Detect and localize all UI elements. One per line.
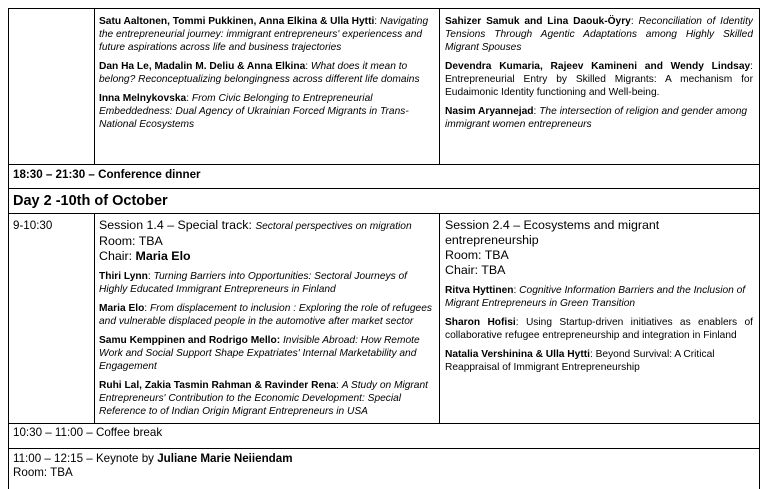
keynote-speaker: Juliane Marie Neiiendam [157, 452, 293, 465]
paper-entry: Thiri Lynn: Turning Barriers into Opportunities: Sectoral Journeys of Highly Educated Immigrant Entrepreneurs in Finland [99, 271, 408, 295]
paper-authors: Satu Aaltonen, Tommi Pukkinen, Anna Elkina & Ulla Hytti [99, 16, 375, 27]
col-divider [94, 8, 95, 164]
row-divider [8, 448, 760, 449]
paper-authors: Maria Elo [99, 303, 145, 314]
row-divider [8, 164, 760, 165]
session-heading [99, 218, 433, 234]
paper-entry: Nasim Aryannejad: The intersection of religion and gender among immigrant women entrepreneurs [445, 106, 748, 130]
session-track: Sectoral perspectives on migration [255, 221, 412, 232]
col-divider [439, 213, 440, 423]
paper-authors: Dan Ha Le, Madalin M. Deliu & Anna Elkina [99, 61, 306, 72]
keynote-room: Room: TBA [13, 466, 73, 479]
keynote-prefix: 11:00 – 12:15 – Keynote by [13, 452, 158, 465]
paper-entry: Natalia Vershinina & Ulla Hytti: Beyond Survival: A Critical Reappraisal of Immigrant Entrepreneurship [445, 349, 715, 373]
paper-authors: Sahizer Samuk and Lina Daouk-Öyry [445, 16, 631, 27]
row-divider [8, 423, 760, 424]
paper-title: Reconciliation of Identity Tensions Through Agentic Adaptations among Highly Skilled Migrant Spouses [445, 16, 753, 53]
slot-time: 9-10:30 [13, 219, 53, 232]
paper-authors: Inna Melnykovska [99, 93, 187, 104]
paper-entry: Inna Melnykovska: From Civic Belonging to Entrepreneurial Embeddedness: Dual Agency of Ukrainian Forced Migrants in Trans-National Ecosystems [99, 93, 409, 130]
paper-title: Entrepreneurial Entry by Skilled Migrants: A mechanism for Eudaimonic Identity functioning and Well-being. [445, 74, 753, 98]
chair-label: Chair: [99, 249, 136, 263]
coffee-break-row: 10:30 – 11:00 – Coffee break [13, 426, 163, 439]
paper-title: Invisible Abroad: How Remote Work and Social Support Shape Expatriates' Internal Marketability and Engagement [99, 335, 420, 372]
session-title: Session 1.4 – Special track: [99, 218, 256, 232]
table-top-border [8, 8, 760, 9]
paper-entry: Ritva Hyttinen: Cognitive Information Barriers and the Inclusion of Migrant Entrepreneurs in Green Transition [445, 285, 746, 309]
session-2-4 [445, 218, 753, 423]
paper-entry: Sahizer Samuk and Lina Daouk-Öyry: Reconciliation of Identity Tensions Through Agentic Adaptations among Highly Skilled Migrant Spouses [445, 16, 753, 53]
dinner-label: Conference dinner [94, 168, 201, 181]
session-chair: Chair: TBA [445, 263, 506, 277]
paper-entry [99, 334, 433, 373]
paper-authors: Sharon Hofisi [445, 317, 516, 328]
paper-title: Cognitive Information Barriers and the Inclusion of Migrant Entrepreneurs in Green Transition [445, 285, 746, 309]
paper-authors: Natalia Vershinina & Ulla Hytti [445, 349, 590, 360]
paper-authors: Ritva Hyttinen [445, 285, 514, 296]
paper-title: From Civic Belonging to Entrepreneurial Embeddedness: Dual Agency of Ukrainian Forced Migrants in Trans-National Ecosystems [99, 93, 409, 130]
paper-title: From displacement to inclusion : Exploring the role of refugees and vulnerable displaced people in the automotive after market sector [99, 303, 432, 327]
dinner-time: 18:30 – 21:30 – [13, 168, 95, 181]
paper-entry: Sharon Hofisi: Using Startup-driven initiatives as enablers of collaborative refugee entrepreneurship and integration in Finland [445, 317, 753, 341]
paper-entry: Maria Elo: From displacement to inclusion : Exploring the role of refugees and vulnerable displaced people in the automotive after market sector [99, 303, 432, 327]
paper-authors: Ruhi Lal, Zakia Tasmin Rahman & Ravinder Rena [99, 380, 337, 391]
paper-entry: Ruhi Lal, Zakia Tasmin Rahman & Ravinder Rena: A Study on Migrant Entrepreneurs' Contribution to the Economic Development: Special Reference to of Indian Origin Migrant Entrepreneurs in USA [99, 380, 428, 417]
paper-authors: Samu Kemppinen and Rodrigo Mello: [99, 335, 281, 346]
table-right-border [759, 8, 760, 489]
conference-dinner-row [13, 168, 753, 182]
session-room: Room: TBA [445, 248, 509, 262]
paper-authors: Thiri Lynn [99, 271, 148, 282]
row-divider [8, 213, 760, 214]
paper-title: The intersection of religion and gender among immigrant women entrepreneurs [445, 106, 748, 130]
paper-entry: Devendra Kumaria, Rajeev Kamineni and Wendy Lindsay: Entrepreneurial Entry by Skilled Migrants: A mechanism for Eudaimonic Identity functioning and Well-being. [445, 61, 753, 98]
paper-title: What does it mean to belong? Reconceptualizing belongingness across different life domains [99, 61, 420, 85]
day1-left-session-papers [99, 15, 433, 137]
session-room: Room: TBA [99, 234, 163, 248]
session-title: Session 2.4 – Ecosystems and migrant entrepreneurship [445, 218, 660, 247]
paper-title: Beyond Survival: A Critical Reappraisal of Immigrant Entrepreneurship [445, 349, 715, 373]
chair-name: Maria Elo [135, 249, 191, 263]
keynote-row [13, 452, 753, 480]
session-chair [99, 249, 433, 264]
paper-title: Using Startup-driven initiatives as enablers of collaborative refugee entrepreneurship and integration in Finland [445, 317, 753, 341]
paper-title: A Study on Migrant Entrepreneurs' Contribution to the Economic Development: Special Reference to of Indian Origin Migrant Entrepreneurs in USA [99, 380, 428, 417]
day1-right-session-papers [445, 15, 753, 137]
paper-authors: Nasim Aryannejad [445, 106, 534, 117]
paper-entry: Satu Aaltonen, Tommi Pukkinen, Anna Elkina & Ulla Hytti: Navigating the entrepreneurial journey: immigrant entrepreneurs' experiencess and future aspirations across life and business trajectories [99, 16, 429, 53]
keynote-line [13, 452, 753, 466]
paper-title: Navigating the entrepreneurial journey: immigrant entrepreneurs' experiencess and future aspirations across life and business trajectories [99, 16, 429, 53]
paper-authors: Devendra Kumaria, Rajeev Kamineni and Wendy Lindsay [445, 61, 751, 72]
row-divider [8, 188, 760, 189]
col-divider [94, 213, 95, 423]
day2-header: Day 2 -10th of October [13, 193, 168, 209]
paper-title: Turning Barriers into Opportunities: Sectoral Journeys of Highly Educated Immigrant Entrepreneurs in Finland [99, 271, 408, 295]
table-left-border [8, 8, 9, 489]
paper-entry: Dan Ha Le, Madalin M. Deliu & Anna Elkina: What does it mean to belong? Reconceptualizing belongingness across different life domains [99, 61, 420, 85]
session-1-4 [99, 218, 433, 423]
col-divider [439, 8, 440, 164]
